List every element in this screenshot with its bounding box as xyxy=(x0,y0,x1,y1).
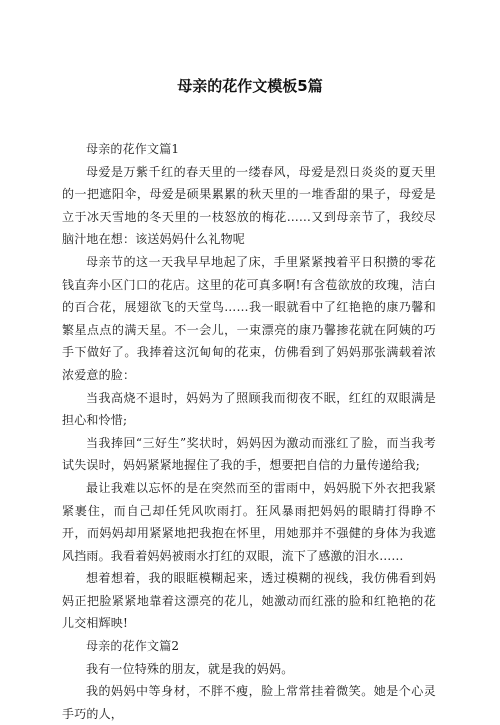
document-title: 母亲的花作文模板5篇 xyxy=(177,77,323,95)
section-heading: 母亲的花作文篇1 xyxy=(86,142,180,156)
paragraph: 母爱是万紫千红的春天里的一缕春风，母爱是烈日炎炎的夏天里的一把遮阳伞，母爱是硕果累累的秋天里的一堆香甜的果子，母爱是立于冰天雪地的冬天里的一枝怒放的梅花……又到母亲节了，我绞尽脑汁地在想：该送妈妈什么礼物呢 xyxy=(62,164,436,247)
paragraph: 当我高烧不退时，妈妈为了照顾我而彻夜不眠，红红的双眼满是担心和怜惜; xyxy=(62,390,436,428)
paragraph: 我的妈妈中等身材，不胖不瘦，脸上常常挂着微笑。她是个心灵手巧的人， xyxy=(62,684,436,721)
paragraph: 母亲节的这一天我早早地起了床，手里紧紧拽着平日积攒的零花钱直奔小区门口的花店。这里的花可真多啊!有含苞欲放的玫瑰，洁白的百合花，展翅欲飞的天堂鸟……我一眼就看中了红艳艳的康乃馨和繁星点点的满天星。不一会儿，一束漂亮的康乃馨掺花就在阿姨的巧手下做好了。我捧着这沉甸甸的花束，仿佛看到了妈妈那张满载着浓浓爱意的脸： xyxy=(62,254,436,382)
section-heading: 母亲的花作文篇2 xyxy=(86,639,180,654)
paragraph: 最让我难以忘怀的是在突然而至的雷雨中，妈妈脱下外衣把我紧紧裹住，而自己却任凭风吹雨打。狂风暴雨把妈妈的眼睛打得睁不开，而妈妈却用紧紧地把我抱在怀里，用她那并不强健的身体为我遮风挡雨。我看着妈妈被雨水打红的双眼，流下了感激的泪水…… xyxy=(62,480,436,563)
paragraph: 想着想着，我的眼眶模糊起来，透过模糊的视线，我仿佛看到妈妈正把脸紧紧地靠着这漂亮的花儿，她激动而红涨的脸和红艳艳的花儿交相辉映! xyxy=(62,571,436,631)
paragraph: 当我捧回“三好生”奖状时，妈妈因为激动而涨红了脸，而当我考试失误时，妈妈紧紧地握住了我的手，想要把自信的力量传递给我; xyxy=(62,435,436,473)
document-body xyxy=(62,138,436,725)
paragraph: 我有一位特殊的朋友，就是我的妈妈。 xyxy=(86,661,294,676)
